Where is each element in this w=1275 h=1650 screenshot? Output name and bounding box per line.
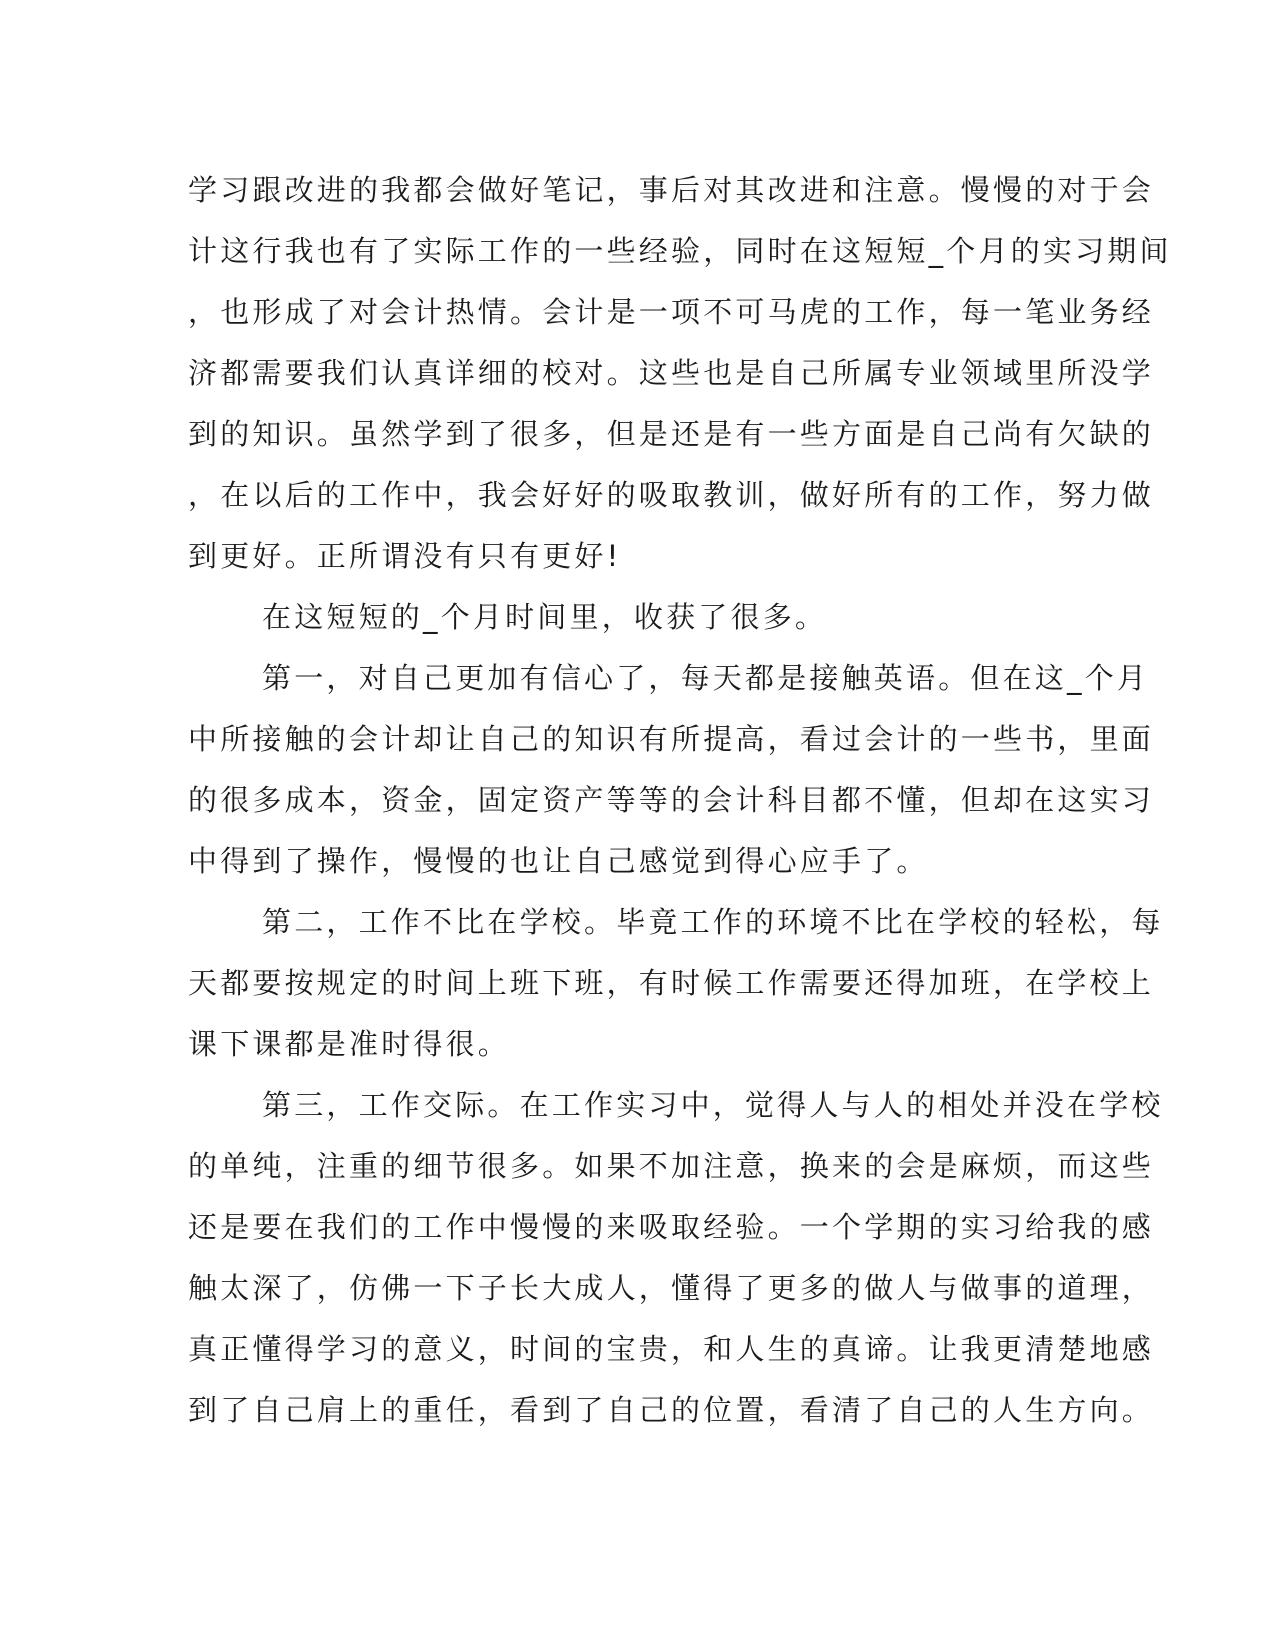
text-line: 课下课都是准时得很。 — [188, 1027, 511, 1061]
text-line: 济都需要我们认真详细的校对。这些也是自己所属专业领域里所没学 — [188, 356, 1155, 390]
text-line: 学习跟改进的我都会做好笔记，事后对其改进和注意。慢慢的对于会 — [188, 173, 1155, 207]
text-line: 触太深了，仿佛一下子长大成人，懂得了更多的做人与做事的道理， — [188, 1271, 1155, 1305]
text-line: 的单纯，注重的细节很多。如果不加注意，换来的会是麻烦，而这些 — [188, 1149, 1155, 1183]
text-line: 到了自己肩上的重任，看到了自己的位置，看清了自己的人生方向。 — [188, 1393, 1155, 1427]
paragraph-first-line: 第一，对自己更加有信心了，每天都是接触英语。但在这_个月 — [262, 661, 1150, 695]
text-line: 到的知识。虽然学到了很多，但是还是有一些方面是自己尚有欠缺的 — [188, 417, 1155, 451]
text-line: 计这行我也有了实际工作的一些经验，同时在这短短_个月的实习期间 — [188, 234, 1172, 268]
text-line: 还是要在我们的工作中慢慢的来吸取经验。一个学期的实习给我的感 — [188, 1210, 1155, 1244]
paragraph-first-line: 第三，工作交际。在工作实习中，觉得人与人的相处并没在学校 — [262, 1088, 1164, 1122]
paragraph-first-line: 第二，工作不比在学校。毕竟工作的环境不比在学校的轻松，每 — [262, 905, 1164, 939]
text-line: ，也形成了对会计热情。会计是一项不可马虎的工作，每一笔业务经 — [188, 295, 1155, 329]
body-text — [188, 160, 1172, 1441]
text-line: 到更好。正所谓没有只有更好! — [188, 539, 622, 573]
text-line: 的很多成本，资金，固定资产等等的会计科目都不懂，但却在这实习 — [188, 783, 1155, 817]
text-line: 真正懂得学习的意义，时间的宝贵，和人生的真谛。让我更清楚地感 — [188, 1332, 1155, 1366]
text-line: 天都要按规定的时间上班下班，有时候工作需要还得加班，在学校上 — [188, 966, 1155, 1000]
text-line: ，在以后的工作中，我会好好的吸取教训，做好所有的工作，努力做 — [188, 478, 1155, 512]
text-line: 中所接触的会计却让自己的知识有所提高，看过会计的一些书，里面 — [188, 722, 1155, 756]
text-line: 中得到了操作，慢慢的也让自己感觉到得心应手了。 — [188, 844, 929, 878]
paragraph-first-line: 在这短短的_个月时间里，收获了很多。 — [262, 600, 828, 634]
